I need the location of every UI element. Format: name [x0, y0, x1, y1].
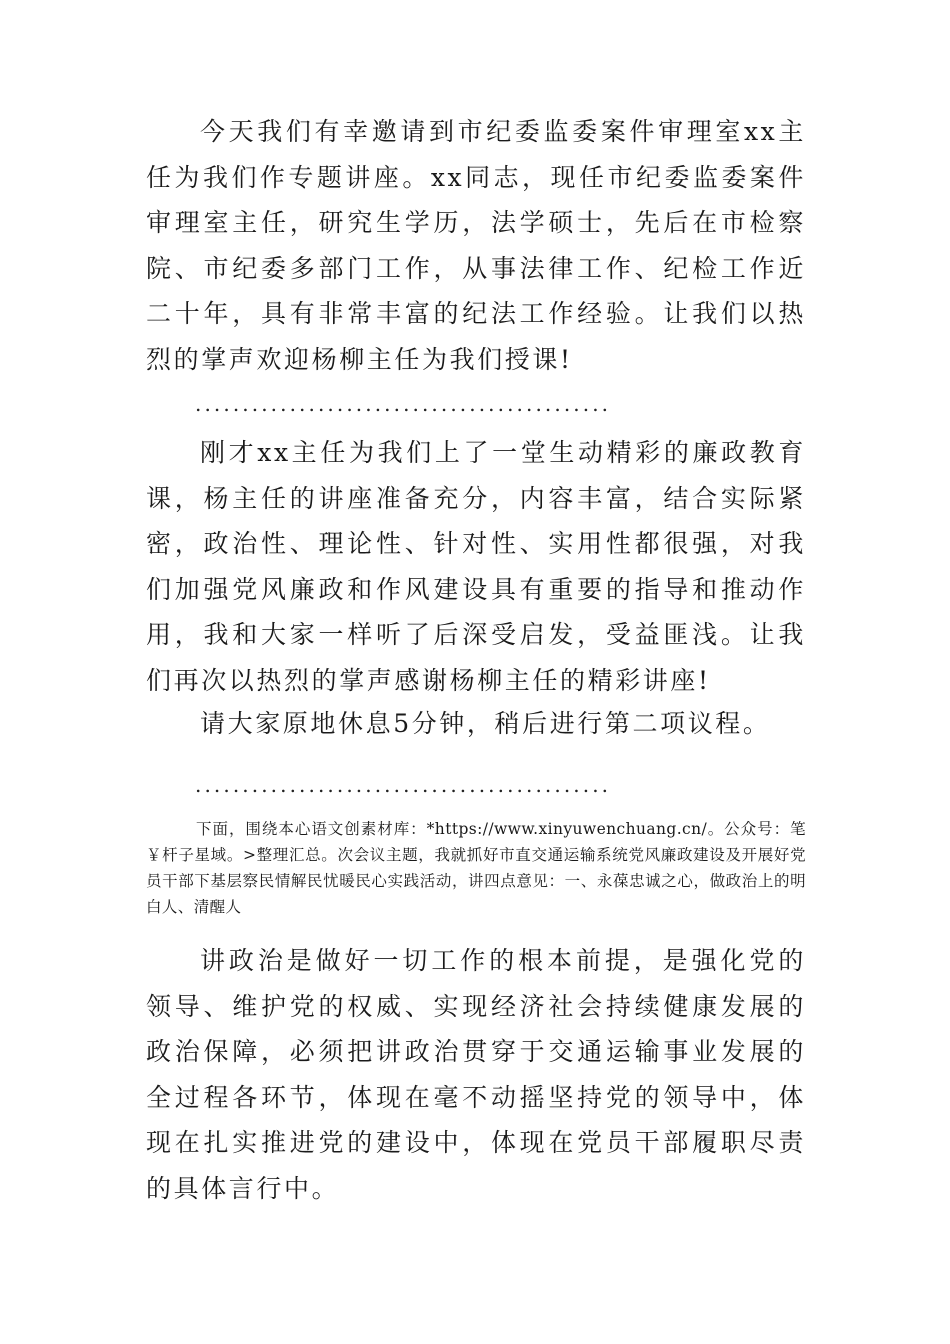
- paragraph-thanks: 刚才xx主任为我们上了一堂生动精彩的廉政教育课，杨主任的讲座准备充分，内容丰富，结合实际紧密，政治性、理论性、针对性、实用性都很强，对我们加强党风廉政和作风建设具有重要的指导和推动作用，我和大家一样听了后深受启发，受益匪浅。让我们再次以热烈的掌声感谢杨柳主任的精彩讲座!: [146, 438, 806, 695]
- paragraph-break-notice: 请大家原地休息5分钟，稍后进行第二项议程。: [200, 709, 771, 738]
- paragraph-meeting-topic: 下面，围绕本心语文创素材库：*https://www.xinyuwenchuang.cn/。公众号：笔￥杆子星域。>整理汇总。次会议主题，我就抓好市直交通运输系统党风廉政建设及开展好党员干部下基层察民情解民忧暖民心实践活动，讲四点意见：一、永葆忠诚之心，做政治上的明白人、清醒人: [146, 820, 806, 916]
- paragraph-politics: 讲政治是做好一切工作的根本前提，是强化党的领导、维护党的权威、实现经济社会持续健康发展的政治保障，必须把讲政治贯穿于交通运输事业发展的全过程各环节，体现在毫不动摇坚持党的领导中，体现在扎实推进党的建设中，体现在党员干部履职尽责的具体言行中。: [146, 946, 806, 1203]
- paragraph-invitation: 今天我们有幸邀请到市纪委监委案件审理室xx主任为我们作专题讲座。xx同志，现任市纪委监委案件审理室主任，研究生学历，法学硕士，先后在市检察院、市纪委多部门工作，从事法律工作、纪检工作近二十年，具有非常丰富的纪法工作经验。让我们以热烈的掌声欢迎杨柳主任为我们授课!: [146, 117, 806, 374]
- dotted-separator: ............................................: [195, 394, 612, 414]
- dotted-separator: ............................................: [195, 775, 612, 795]
